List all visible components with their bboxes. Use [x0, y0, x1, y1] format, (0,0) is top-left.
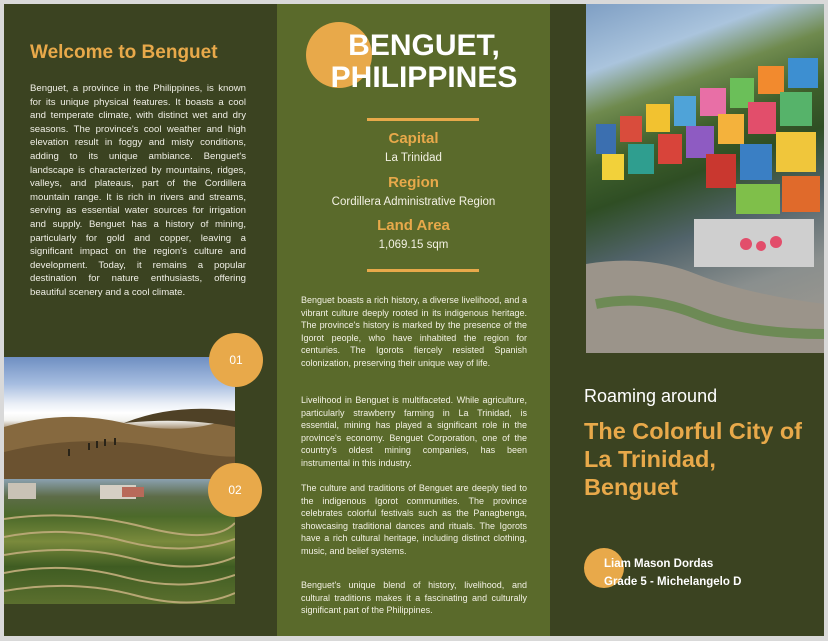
livelihood-paragraph: Livelihood in Benguet is multifaceted. While agriculture, particularly strawberry farming in La Trinidad, is essential, mining has played a significant role in the province's economy. Benguet Corporation, one of the country's oldest mining companies, has been instrumental in this industry. — [301, 395, 527, 468]
culture-paragraph: The culture and traditions of Benguet are deeply tied to the indigenous Igorot communities. The province celebrates colorful festivals such as the Panagbenga, showcasing traditional dances and rituals. The Igorots have a rich cultural heritage, including distinct clothing, music, and belief systems. — [301, 483, 527, 556]
summary-paragraph: Benguet's unique blend of history, livelihood, and cultural traditions makes it a fascinating and culturally significant part of the Philippines. — [301, 580, 527, 616]
middle-panel — [277, 4, 550, 636]
main-title: BENGUET, PHILIPPINES — [330, 29, 518, 94]
sea-of-clouds-photo — [4, 357, 235, 479]
badge-01: 01 — [209, 333, 263, 387]
author-name: Liam Mason Dordas — [604, 558, 714, 570]
brochure-page — [4, 4, 824, 636]
city-title: The Colorful City of La Trinidad, Benguet — [584, 418, 803, 500]
roaming-heading: Roaming around — [584, 386, 718, 406]
colorful-houses-photo — [586, 4, 824, 353]
divider-top — [367, 118, 479, 121]
divider-bottom — [367, 269, 479, 272]
welcome-heading: Welcome to Benguet — [30, 42, 218, 63]
author-class: Grade 5 - Michelangelo D — [604, 576, 742, 588]
region-value: Cordillera Administrative Region — [331, 196, 496, 208]
capital-value: La Trinidad — [385, 152, 442, 164]
capital-label: Capital — [388, 130, 439, 147]
intro-paragraph: Benguet, a province in the Philippines, is known for its unique physical features. It boasts a cool and temperate climate, with distinct wet and dry seasons. The province's cool weather and high elevation result in foggy and misty conditions, adding to its unique ambiance. Benguet's landscape is characterized by mountains, ridges, valleys, and plateaus, part of the Cordillera mountain range. It is rich in rivers and streams, serving as essential water sources for irrigation and supply. Benguet has a history of mining, particularly for gold and copper, leaving a significant impact on the region's culture and development. Today, it remains a popular destination for nature enthusiasts, offering beautiful scenery and a cool climate. — [30, 83, 246, 298]
right-panel — [550, 4, 824, 636]
rice-terraces-photo — [4, 479, 235, 604]
land-area-value: 1,069.15 sqm — [378, 239, 449, 251]
land-area-label: Land Area — [377, 217, 450, 234]
history-paragraph: Benguet boasts a rich history, a diverse livelihood, and a vibrant culture deeply rooted in its indigenous heritage. The province's history is marked by the presence of the Igorot people, who have inhabited the region for centuries. The Igorots fiercely resisted Spanish colonization, preserving their unique way of life. — [301, 295, 527, 368]
badge-02: 02 — [208, 463, 262, 517]
region-label: Region — [388, 174, 439, 191]
left-panel — [4, 4, 277, 636]
